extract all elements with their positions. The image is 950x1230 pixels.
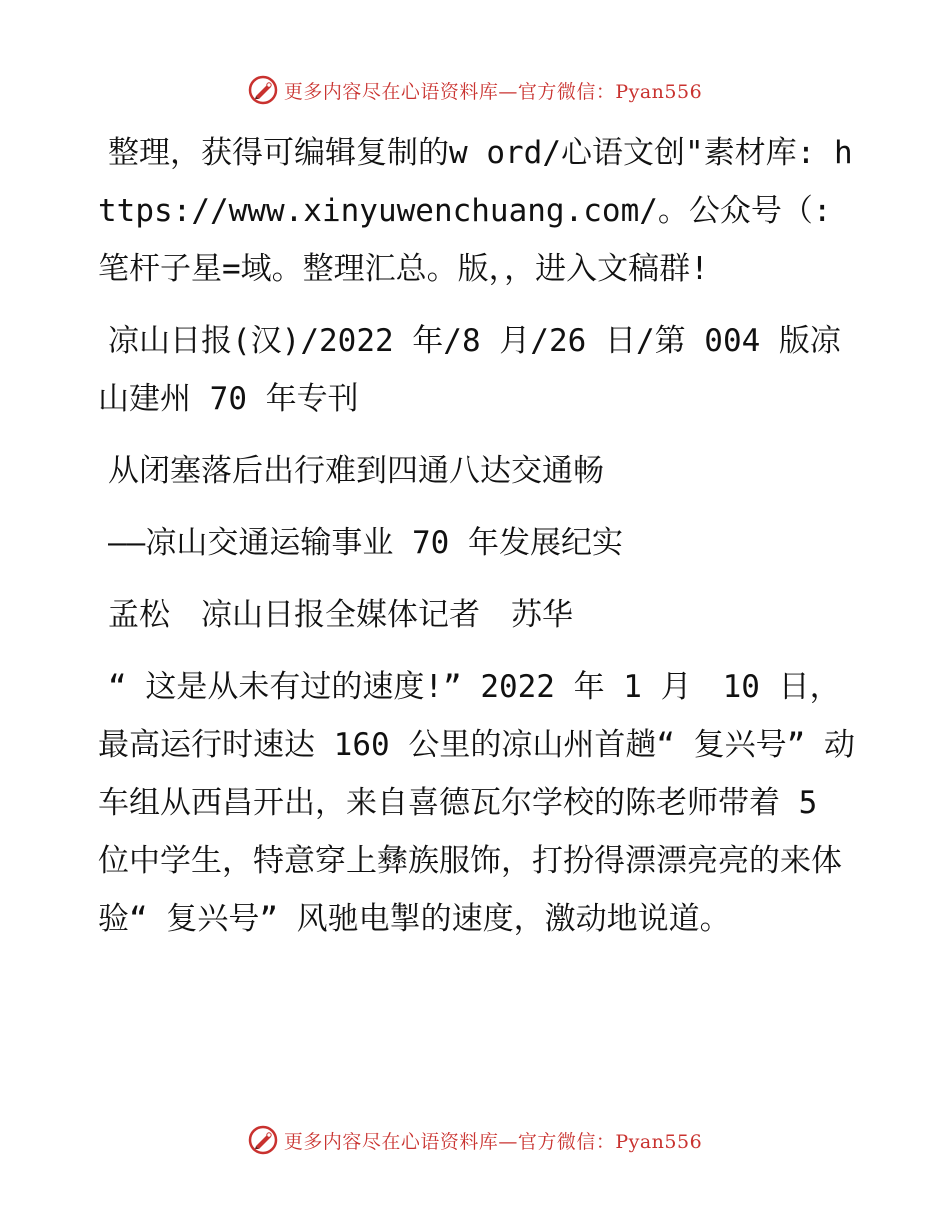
document-body [98, 124, 858, 962]
paragraph-source: 凉山日报(汉)/2022 年/8 月/26 日/第 004 版凉山建州 70 年专刊 [98, 323, 841, 417]
footer-banner-inner [248, 1125, 702, 1155]
paragraph-body: “ 这是从未有过的速度!” 2022 年 1 月 10 日，最高运行时速达 160 公里的凉山州首趟“ 复兴号” 动车组从西昌开出，来自喜德瓦尔学校的陈老师带着 5 位中学生，特意穿上彝族服饰，打扮得漂漂亮亮的来体验“ 复兴号” 风驰电掣的速度，激动地说道。 [98, 669, 855, 937]
article-byline: 孟松 凉山日报全媒体记者 苏华 [108, 597, 573, 633]
footer-banner [0, 1120, 950, 1160]
brand-logo-icon [248, 1125, 278, 1155]
brand-logo-icon [248, 75, 278, 105]
article-subtitle: ——凉山交通运输事业 70 年发展纪实 [108, 525, 623, 561]
paragraph-intro: 整理，获得可编辑复制的w ord/心语文创"素材库: https://www.xinyuwenchuang.com/。公众号（: 笔杆子星=域。整理汇总。版，，进入文稿群! [98, 135, 853, 287]
article-title: 从闭塞落后出行难到四通八达交通畅 [108, 453, 604, 489]
header-banner-inner [248, 75, 702, 105]
header-banner [0, 70, 950, 110]
footer-banner-text: 更多内容尽在心语资料库—官方微信：Pyan556 [283, 1130, 703, 1153]
header-banner-text: 更多内容尽在心语资料库—官方微信：Pyan556 [283, 80, 703, 103]
